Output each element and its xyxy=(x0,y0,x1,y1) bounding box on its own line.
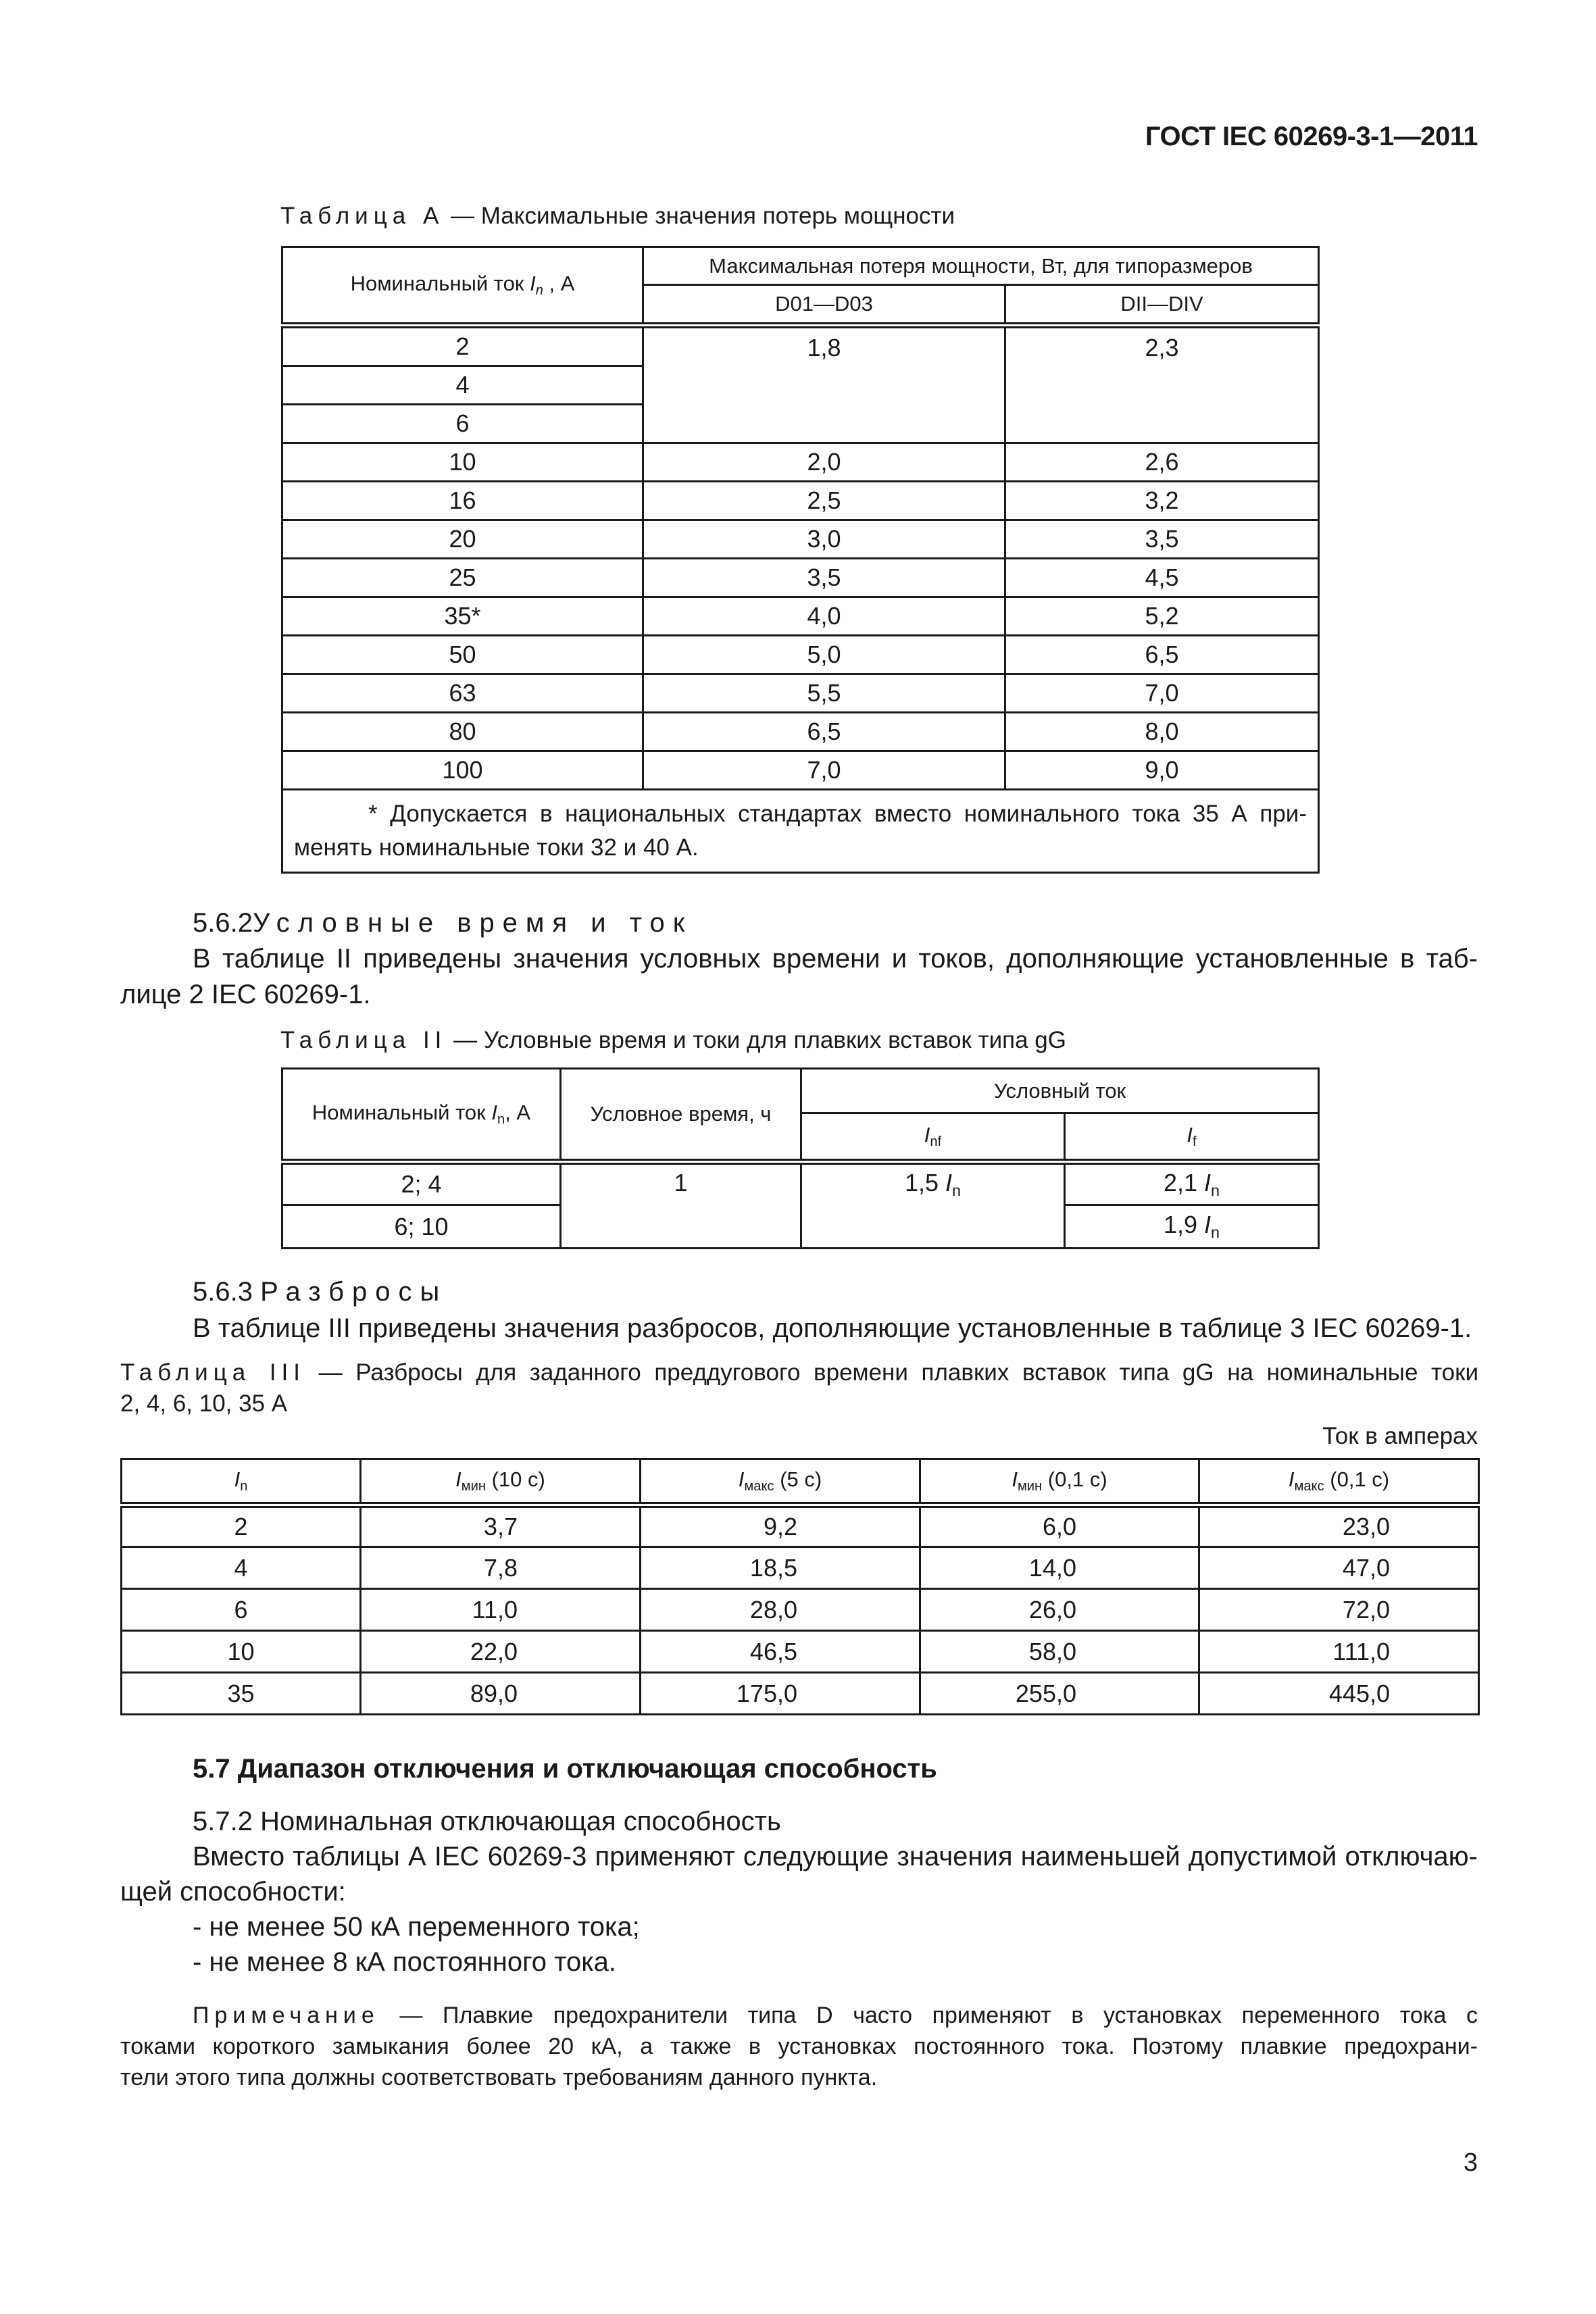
table-ii xyxy=(281,1067,1320,1249)
table-row: 4 xyxy=(282,366,1319,405)
table-ii-group-header: Условный ток xyxy=(801,1069,1319,1113)
table-row: 35* 4,0 5,2 xyxy=(282,597,1319,636)
section-5-7-2-text-line1: Вместо таблицы А IEC 60269-3 применяют следующие значения наименьшей допустимой отключаю- xyxy=(193,1842,1478,1871)
section-5-6-2-heading: 5.6.2Условные время и ток xyxy=(193,908,693,938)
section-5-6-3-heading: 5.6.3 Разбросы xyxy=(193,1277,448,1307)
section-5-6-2-text-line1: В таблице II приведены значения условных времени и токов, дополняющие установленные в таб- xyxy=(193,944,1478,974)
note-line3: тели этого типа должны соответствовать требованиям данного пункта. xyxy=(120,2065,878,2090)
table-ii-if-header: $I_f$ xyxy=(1065,1113,1319,1162)
table-a-caption xyxy=(280,203,955,230)
table-ii-inf-header: $I_{nf}$ xyxy=(801,1113,1065,1162)
table-row: 2; 4 1 1,5 $I_n$ 2,1 $I_n$ xyxy=(282,1162,1319,1205)
table-row: 4 7,8 18,5 14,0 47,0 xyxy=(122,1547,1479,1589)
note-line2: токами короткого замыкания более 20 кА, а также в установках постоянного тока. Поэтому плавкие предохрани- xyxy=(120,2034,1478,2059)
note-line1: Примечание — Плавкие предохранители типа D часто применяют в установках переменного тока с xyxy=(193,2003,1478,2028)
table-row: 16 2,5 3,2 xyxy=(282,482,1319,520)
table-row: 80 6,5 8,0 xyxy=(282,713,1319,751)
table-a-group-header: Максимальная потеря мощности, Вт, для типоразмеров xyxy=(643,247,1319,285)
table-iii-unit-note: Ток в амперах xyxy=(1322,1423,1478,1449)
bullet-item: - не менее 50 кА переменного тока; xyxy=(193,1912,640,1942)
table-row: 6; 10 1,9 $I_n$ xyxy=(282,1205,1319,1249)
table-iii-header-imin-10s: $I_{мин}$ (10 с) xyxy=(361,1459,641,1505)
section-5-6-3-text: В таблице III приведены значения разбросов, дополняющие установленные в таблице 3 IEC 60269-1. xyxy=(193,1313,1472,1343)
table-row: 2 3,7 9,2 6,0 23,0 xyxy=(122,1505,1479,1547)
table-iii-header-in: $I_n$ xyxy=(122,1459,361,1505)
table-iii-header-imax-01s: $I_{макс}$ (0,1 с) xyxy=(1199,1459,1479,1505)
table-ii-col1-header: Номинальный ток $I_n$, А xyxy=(282,1069,561,1162)
bullet-item: - не менее 8 кА постоянного тока. xyxy=(193,1947,617,1977)
section-5-7-heading: 5.7 Диапазон отключения и отключающая способность xyxy=(193,1754,937,1784)
table-iii-header-imin-01s: $I_{мин}$ (0,1 с) xyxy=(920,1459,1199,1505)
table-row: 10 2,0 2,6 xyxy=(282,443,1319,482)
table-a-subheader-d01: D01—D03 xyxy=(643,285,1005,326)
table-ii-caption: Таблица II — Условные время и токи для плавких вставок типа gG xyxy=(280,1027,1066,1053)
table-a-col1-header: Номинальный ток $I_n$ , А xyxy=(282,247,643,326)
section-5-6-2-text-line2: лице 2 IEC 60269-1. xyxy=(120,980,371,1009)
table-a-caption-title: — Максимальные значения потерь мощности xyxy=(444,203,955,229)
page-number: 3 xyxy=(1463,2148,1478,2177)
table-iii-caption-line1: Таблица III — Разбросы для заданного преддугового времени плавких вставок типа gG на номинальные токи xyxy=(120,1359,1478,1386)
table-a-caption-prefix: Таблица А xyxy=(280,203,445,229)
table-ii-col2-header: Условное время, ч xyxy=(561,1069,801,1162)
document-header: ГОСТ IEC 60269-3-1—2011 xyxy=(1145,122,1478,151)
table-iii-header-imax-5s: $I_{макс}$ (5 с) xyxy=(641,1459,920,1505)
table-a xyxy=(281,246,1320,874)
table-a-subheader-dii: DII—DIV xyxy=(1005,285,1319,326)
table-iii xyxy=(120,1458,1480,1715)
table-row: 2 1,8 2,3 xyxy=(282,326,1319,366)
table-row: 20 3,0 3,5 xyxy=(282,520,1319,559)
table-row: 50 5,0 6,5 xyxy=(282,636,1319,674)
table-a-note-row xyxy=(282,790,1319,873)
section-5-7-2-heading: 5.7.2 Номинальная отключающая способность xyxy=(193,1807,781,1836)
table-row: 6 11,0 28,0 26,0 72,0 xyxy=(122,1589,1479,1631)
table-row: 25 3,5 4,5 xyxy=(282,559,1319,597)
table-row: 10 22,0 46,5 58,0 111,0 xyxy=(122,1631,1479,1673)
table-a-footnote: * Допускается в национальных стандартах вместо номинального тока 35 А при- менять номинальные токи 32 и 40 А. xyxy=(282,790,1319,873)
table-row: 63 5,5 7,0 xyxy=(282,674,1319,713)
table-row: 35 89,0 175,0 255,0 445,0 xyxy=(122,1673,1479,1715)
table-row: 6 xyxy=(282,405,1319,443)
table-row: 100 7,0 9,0 xyxy=(282,751,1319,790)
table-iii-caption-line2: 2, 4, 6, 10, 35 А xyxy=(120,1390,288,1417)
section-5-7-2-text-line2: щей способности: xyxy=(120,1877,346,1907)
